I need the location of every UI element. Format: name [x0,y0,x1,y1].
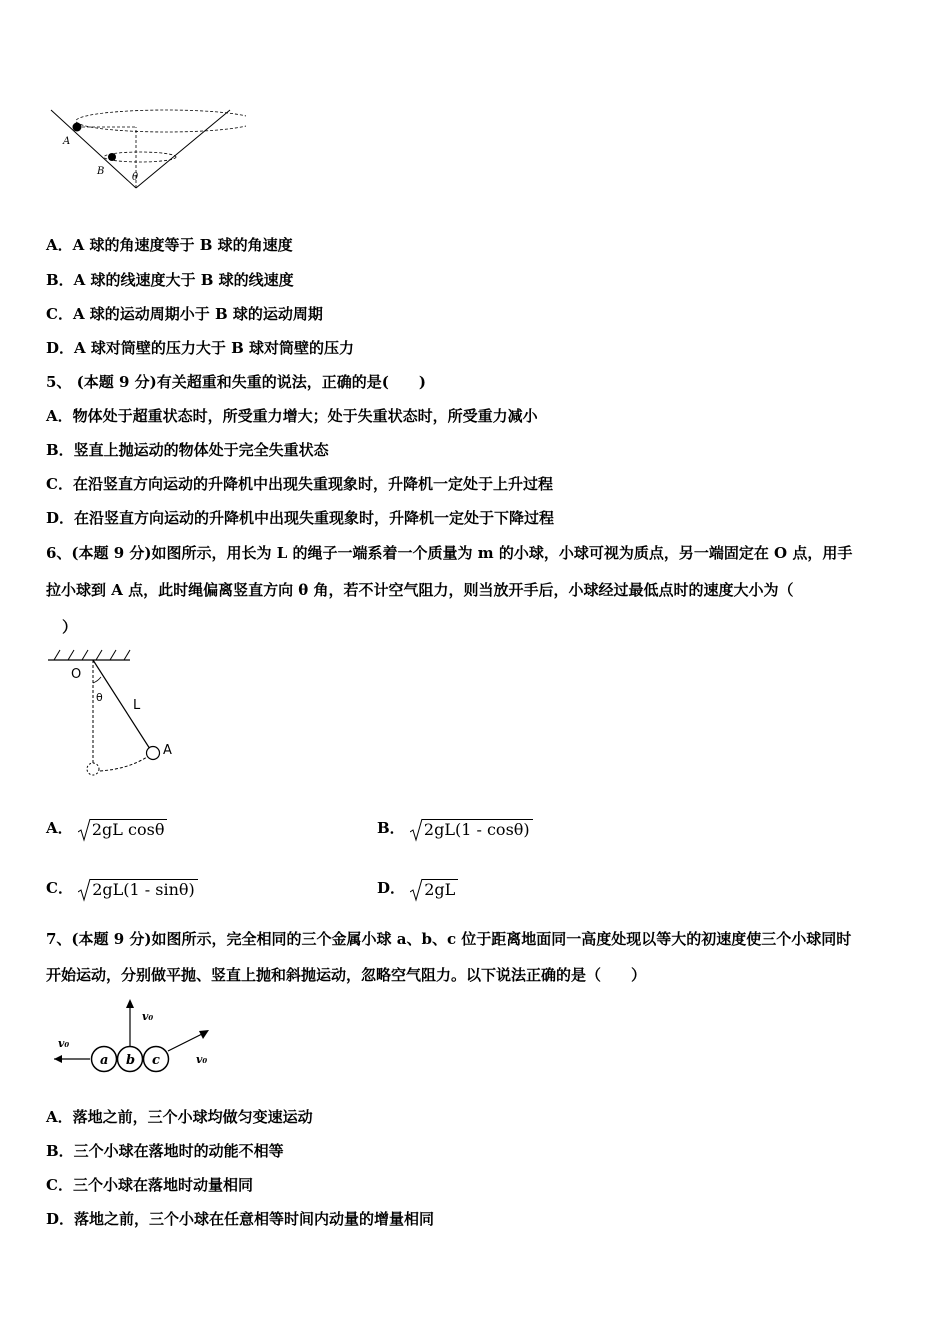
cone-figure [46,100,246,200]
label-ball-b: b [126,1053,136,1068]
label-ball-c: c [152,1053,160,1068]
q5-option-d: D．在沿竖直方向运动的升降机中出现失重现象时，升降机一定处于下降过程 [46,509,555,527]
bob-a [147,747,160,760]
q4-option-a: A．A 球的角速度等于 B 球的角速度 [46,236,293,254]
q4-option-b: B．A 球的线速度大于 B 球的线速度 [46,271,294,289]
q6-option-d: D． 2gL [377,878,458,900]
ball-b [108,153,116,161]
q5-stem: 5、 (本题 9 分)有关超重和失重的说法，正确的是( ) [46,373,426,391]
three-balls-figure [46,995,226,1080]
sqrt-expr: 2gL cosθ [78,819,168,840]
label-l: L [133,698,141,713]
q7-option-c: C．三个小球在落地时动量相同 [46,1176,253,1194]
label-v-up: v₀ [142,1010,154,1023]
label-a: A [163,743,172,758]
q6-stem-line1: 6、(本题 9 分)如图所示，用长为 L 的绳子一端系着一个质量为 m 的小球，小球可视为质点，另一端固定在 O 点，用手 [46,544,853,562]
q7-option-d: D．落地之前，三个小球在任意相等时间内动量的增量相同 [46,1210,435,1228]
q6-stem-line2: 拉小球到 A 点，此时绳偏离竖直方向 θ 角，若不计空气阻力，则当放开手后，小球经过最低点时的速度大小为（ [46,581,794,599]
label-v-left: v₀ [58,1037,70,1050]
q7-stem-line1: 7、(本题 9 分)如图所示，完全相同的三个金属小球 a、b、c 位于距离地面同一高度处现以等大的初速度使三个小球同时 [46,930,852,948]
label-theta: θ [96,691,103,704]
pendulum-figure [46,645,186,785]
q7-option-a: A．落地之前，三个小球均做匀变速运动 [46,1108,313,1126]
q5-option-a: A．物体处于超重状态时，所受重力增大；处于失重状态时，所受重力减小 [46,407,538,425]
q5-option-b: B．竖直上抛运动的物体处于完全失重状态 [46,441,329,459]
sqrt-expr: 2gL(1 - sinθ) [78,879,198,900]
bob-lowest [87,763,99,775]
sqrt-expr: 2gL(1 - cosθ) [410,819,533,840]
q4-option-d: D．A 球对筒壁的压力大于 B 球对筒壁的压力 [46,339,354,357]
q6-option-c: C． 2gL(1 - sinθ) [46,878,198,900]
label-v-right: v₀ [196,1053,208,1066]
q6-stem-line3: ） [62,618,78,636]
label-a: A [63,136,71,147]
label-b: B [97,166,105,177]
label-ball-a: a [100,1053,109,1068]
q6-option-b: B． 2gL(1 - cosθ) [377,818,533,840]
label-theta: θ [132,172,139,183]
q5-option-c: C．在沿竖直方向运动的升降机中出现失重现象时，升降机一定处于上升过程 [46,475,553,493]
q7-stem-line2: 开始运动，分别做平抛、竖直上抛和斜抛运动，忽略空气阻力。以下说法正确的是（ ） [46,966,647,984]
q4-option-c: C．A 球的运动周期小于 B 球的运动周期 [46,305,323,323]
q7-option-b: B．三个小球在落地时的动能不相等 [46,1142,284,1160]
sqrt-expr: 2gL [410,879,458,900]
ball-a [73,123,82,132]
q6-option-a: A． 2gL cosθ [46,818,167,840]
label-o: O [71,667,82,682]
